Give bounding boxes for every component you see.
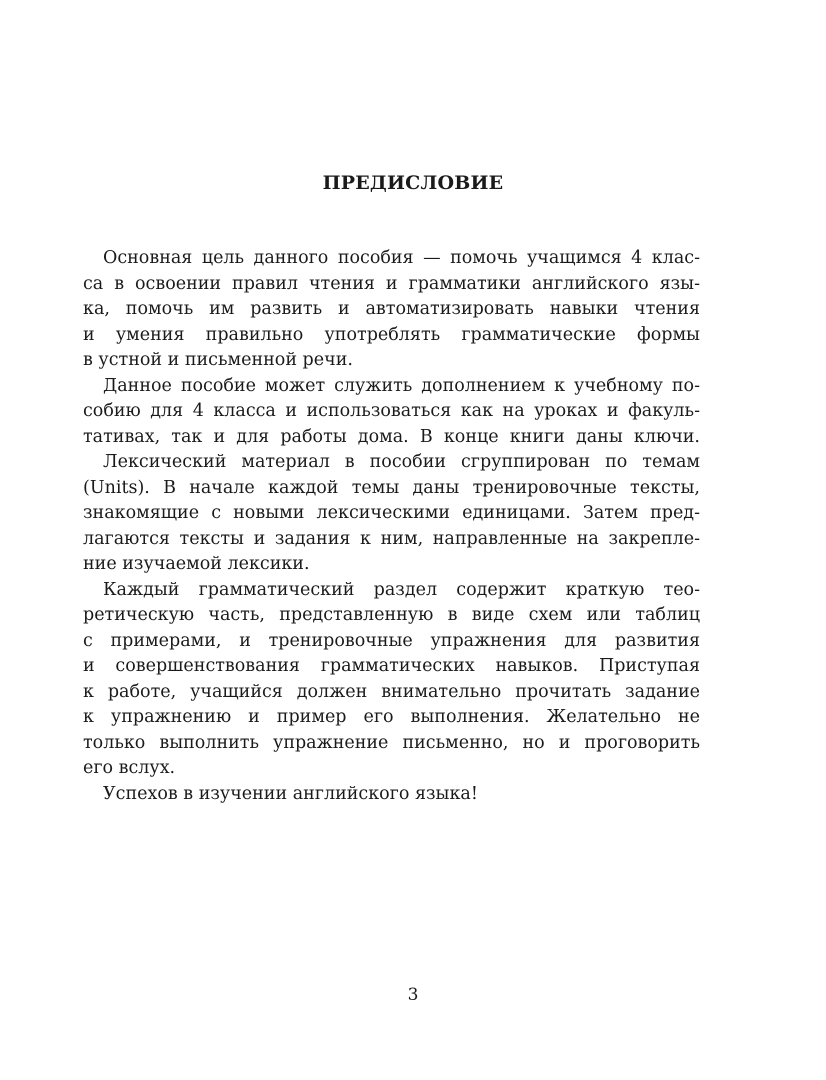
page-title: ПРЕДИСЛОВИЕ	[322, 172, 504, 194]
text-line: Лексический материал в пособии сгруппирован по темам	[103, 452, 700, 472]
paragraph-4	[83, 578, 700, 782]
text-line: Успехов в изучении английского языка!	[103, 783, 478, 804]
text-line: его вслух.	[83, 758, 176, 778]
text-line: (Units). В начале каждой темы даны тренировочные тексты,	[83, 477, 700, 498]
paragraph-3	[83, 450, 700, 578]
text-line: тативах, так и для работы дома. В конце книги даны ключи.	[83, 426, 700, 447]
text-line: только выполнить упражнение письменно, но и проговорить	[83, 732, 700, 753]
text-line: в устной и письменной речи.	[83, 350, 353, 370]
text-line: и умения правильно употреблять грамматические формы	[83, 324, 700, 345]
text-line: ка, помочь им развить и автоматизировать навыки чтения	[83, 299, 700, 319]
text-line: ние изучаемой лексики.	[83, 554, 310, 574]
text-line: к работе, учащийся должен внимательно прочитать задание	[83, 681, 700, 702]
text-line: Основная цель данного пособия — помочь учащимся 4 клас-	[103, 248, 700, 268]
text-line: ретическую часть, представленную в виде схем или таблиц	[83, 605, 700, 625]
text-line: знакомящие с новыми лексическими единицами. Затем пред-	[83, 503, 700, 523]
paragraph-1	[83, 246, 700, 374]
text-line: собию для 4 класса и использоваться как на уроках и факуль-	[83, 401, 700, 421]
text-line: лагаются тексты и задания к ним, направленные на закрепле-	[83, 528, 700, 549]
text-line: с примерами, и тренировочные упражнения для развития	[83, 630, 700, 651]
preface-body	[83, 246, 700, 807]
page-number: 3	[407, 985, 419, 1005]
text-line: Данное пособие может служить дополнением к учебному по-	[103, 375, 700, 396]
paragraph-5	[103, 782, 700, 808]
text-line: са в освоении правил чтения и грамматики английского язы-	[83, 273, 700, 294]
paragraph-2	[83, 374, 700, 451]
text-line: к упражнению и пример его выполнения. Желательно не	[83, 707, 700, 727]
text-line: Каждый грамматический раздел содержит краткую тео-	[103, 579, 700, 600]
text-line: и совершенствования грамматических навыков. Приступая	[83, 656, 700, 676]
